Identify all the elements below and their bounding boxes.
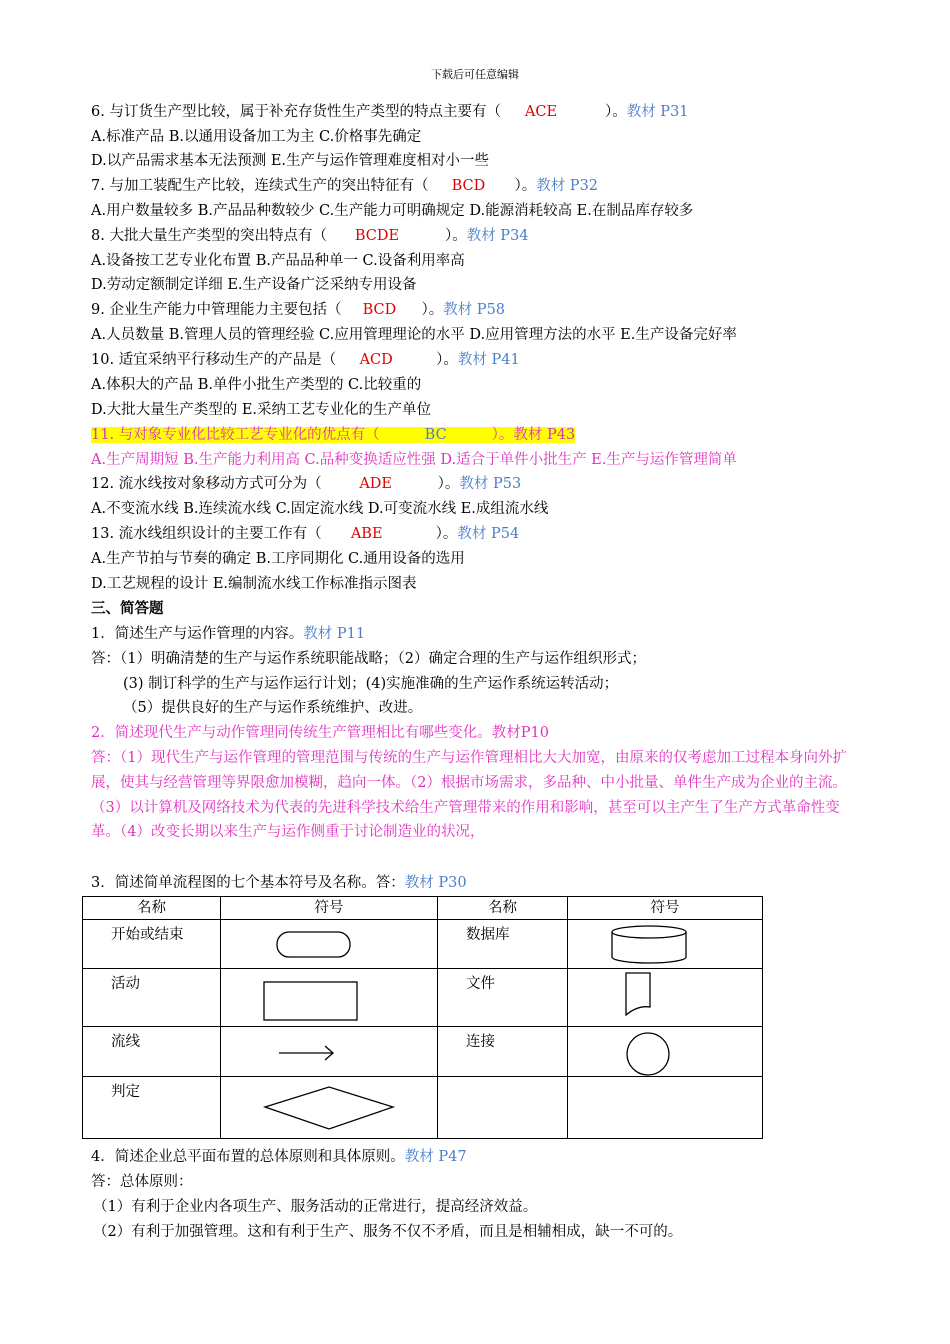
flowchart-symbols-table bbox=[82, 896, 763, 1139]
symbol-name: 文件 bbox=[438, 969, 568, 1027]
highlighted-question bbox=[91, 427, 575, 443]
question-13-options-2: D.工艺规程的设计 E.编制流水线工作标准指示图表 bbox=[91, 576, 417, 592]
short-question-2: 2．简述现代生产与动作管理同传统生产管理相比有哪些变化。教材P10 bbox=[91, 725, 549, 741]
symbol-name: 连接 bbox=[438, 1027, 568, 1077]
process-symbol bbox=[221, 969, 438, 1027]
answer: ADE bbox=[359, 476, 393, 492]
page-header: 下载后可任意编辑 bbox=[431, 68, 519, 81]
question-13 bbox=[91, 524, 519, 544]
short-question-3 bbox=[91, 873, 467, 893]
textbook-ref: 教材 P47 bbox=[404, 1149, 467, 1165]
symbol-name: 活动 bbox=[83, 969, 221, 1027]
question-11 bbox=[91, 425, 575, 445]
question-13-options-1: A.生产节拍与节奏的确定 B.工序同期化 C.通用设备的选用 bbox=[91, 551, 465, 567]
question-stem: 9. 企业生产能力中管理能力主要包括（ bbox=[91, 302, 342, 318]
symbol-name: 判定 bbox=[83, 1077, 221, 1139]
question-8 bbox=[91, 226, 529, 246]
short-question-4 bbox=[91, 1147, 467, 1167]
table-row bbox=[83, 1077, 763, 1139]
question-8-options-1: A.设备按工艺专业化布置 B.产品品种单一 C.设备利用率高 bbox=[91, 253, 465, 269]
short-question-1 bbox=[91, 624, 365, 644]
header-name-2: 名称 bbox=[438, 897, 568, 920]
question-8-options-2: D.劳动定额制定详细 E.生产设备广泛采纳专用设备 bbox=[91, 277, 417, 293]
question-6 bbox=[91, 102, 689, 122]
question-6-options-2: D.以产品需求基本无法预测 E.生产与运作管理难度相对小一些 bbox=[91, 153, 490, 169]
decision-symbol bbox=[221, 1077, 438, 1139]
question-6-options-1: A.标准产品 B.以通用设备加工为主 C.价格事先确定 bbox=[91, 129, 422, 145]
document-symbol bbox=[568, 969, 763, 1027]
question-stem: 8. 大批大量生产类型的突出特点有（ bbox=[91, 228, 327, 244]
textbook-ref: 教材 P34 bbox=[466, 228, 529, 244]
question-text: 1．简述生产与运作管理的内容。 bbox=[91, 626, 304, 642]
table-row bbox=[83, 969, 763, 1027]
question-stem: 13. 流水线组织设计的主要工作有（ bbox=[91, 526, 322, 542]
textbook-ref: 教材 P54 bbox=[457, 526, 520, 542]
question-7 bbox=[91, 176, 598, 196]
textbook-ref: 教材 P41 bbox=[457, 352, 520, 368]
question-stem: 7. 与加工装配生产比较，连续式生产的突出特征有（ bbox=[91, 178, 429, 194]
question-stem: 12. 流水线按对象移动方式可分为（ bbox=[91, 476, 322, 492]
question-close: ）。 bbox=[435, 526, 458, 542]
header-symbol-1: 符号 bbox=[221, 897, 438, 920]
question-close: ）。教材 P43 bbox=[491, 427, 576, 443]
textbook-ref: 教材 P30 bbox=[404, 875, 467, 891]
table-row bbox=[83, 1027, 763, 1077]
connector-symbol bbox=[568, 1027, 763, 1077]
question-9-options-1: A.人员数量 B.管理人员的管理经验 C.应用管理理论的水平 D.应用管理方法的水平 E.生产设备完好率 bbox=[91, 327, 737, 343]
question-close: ）。 bbox=[421, 302, 444, 318]
question-10-options-1: A.体积大的产品 B.单件小批生产类型的 C.比较重的 bbox=[91, 377, 422, 393]
textbook-ref: 教材 P31 bbox=[626, 104, 689, 120]
question-11-options-1: A.生产周期短 B.生产能力利用高 C.品种变换适应性强 D.适合于单件小批生产 E.生产与运作管理简单 bbox=[91, 452, 737, 468]
answer: ACD bbox=[359, 352, 393, 368]
answer-2-paragraph: 答：（1）现代生产与运作管理的管理范围与传统的生产与运作管理相比大大加宽，由原来的仅考虑加工过程本身向外扩展，使其与经营管理等界限愈加模糊，趋向一体。（2）根据市场需求，多品种、中小批量、单件生产成为企业的主流。（3）以计算机及网络技术为代表的先进科学技术给生产管理带来的作用和影响，甚至可以主产生了生产方式革命性变革。（4）改变长期以来生产与运作侧重于讨论制造业的状况， bbox=[91, 750, 847, 841]
question-close: ）。 bbox=[514, 178, 537, 194]
table-row bbox=[83, 920, 763, 969]
header-symbol-2: 符号 bbox=[568, 897, 763, 920]
question-7-options-1: A.用户数量较多 B.产品品种数较少 C.生产能力可明确规定 D.能源消耗较高 E.在制品库存较多 bbox=[91, 203, 694, 219]
empty-cell bbox=[568, 1077, 763, 1139]
question-9 bbox=[91, 300, 505, 320]
answer-1-line-3: （5）提供良好的生产与运作系统维护、改进。 bbox=[123, 700, 423, 716]
table-header-row bbox=[83, 897, 763, 920]
answer: BCD bbox=[451, 178, 486, 194]
answer-4-line-2: （2）有利于加强管理。这和有利于生产、服务不仅不矛盾，而且是相辅相成，缺一不可的。 bbox=[93, 1224, 683, 1240]
textbook-ref: 教材 P11 bbox=[303, 626, 366, 642]
textbook-ref: 教材 P53 bbox=[459, 476, 522, 492]
answer: BCD bbox=[362, 302, 397, 318]
question-stem: 6. 与订货生产型比较，属于补充存货性生产类型的特点主要有（ bbox=[91, 104, 501, 120]
answer-1-line-2: (3) 制订科学的生产与运作运行计划；(4)实施准确的生产运作系统运转活动； bbox=[123, 676, 619, 692]
header-name-1: 名称 bbox=[83, 897, 221, 920]
question-close: ）。 bbox=[436, 352, 458, 368]
empty-cell bbox=[438, 1077, 568, 1139]
answer: ABE bbox=[350, 526, 383, 542]
question-text: 3．简述简单流程图的七个基本符号及名称。答： bbox=[91, 875, 405, 891]
answer-4-line-1: （1）有利于企业内各项生产、服务活动的正常进行，提高经济效益。 bbox=[93, 1199, 538, 1215]
answer: BC bbox=[424, 427, 447, 443]
question-stem: 10. 适宜采纳平行移动生产的产品是（ bbox=[91, 352, 337, 368]
question-close: ）。 bbox=[437, 476, 460, 492]
symbol-name: 开始或结束 bbox=[83, 920, 221, 969]
symbol-name: 数据库 bbox=[438, 920, 568, 969]
question-12 bbox=[91, 474, 521, 494]
question-10-options-2: D.大批大量生产类型的 E.采纳工艺专业化的生产单位 bbox=[91, 402, 432, 418]
answer: ACE bbox=[524, 104, 558, 120]
question-12-options-1: A.不变流水线 B.连续流水线 C.固定流水线 D.可变流水线 E.成组流水线 bbox=[91, 501, 549, 517]
textbook-ref: 教材 P32 bbox=[536, 178, 599, 194]
question-10 bbox=[91, 350, 520, 370]
database-symbol bbox=[568, 920, 763, 969]
question-close: ）。 bbox=[604, 104, 627, 120]
answer-4-line-0: 答：总体原则： bbox=[91, 1174, 193, 1190]
answer: BCDE bbox=[354, 228, 400, 244]
terminator-symbol bbox=[221, 920, 438, 969]
answer-1-line-1: 答：（1）明确清楚的生产与运作系统职能战略；（2）确定合理的生产与运作组织形式； bbox=[91, 651, 646, 667]
section-heading: 三、简答题 bbox=[91, 600, 164, 617]
question-text: 4．简述企业总平面布置的总体原则和具体原则。 bbox=[91, 1149, 405, 1165]
question-close: ）。 bbox=[444, 228, 467, 244]
question-stem: 11. 与对象专业化比较工艺专业化的优点有（ bbox=[91, 427, 380, 443]
symbol-name: 流线 bbox=[83, 1027, 221, 1077]
textbook-ref: 教材 P58 bbox=[443, 302, 506, 318]
flow-arrow-symbol bbox=[221, 1027, 438, 1077]
